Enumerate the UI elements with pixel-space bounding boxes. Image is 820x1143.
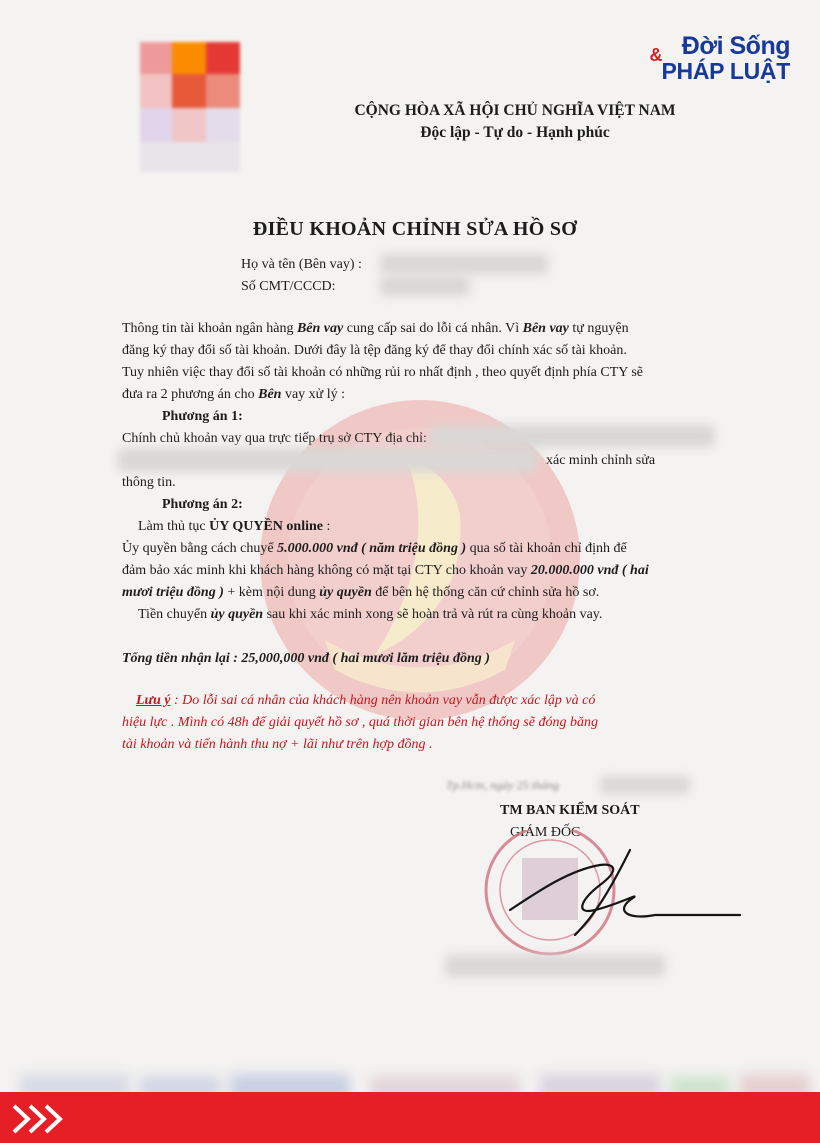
national-header: CỘNG HÒA XÃ HỘI CHỦ NGHĨA VIỆT NAM [354, 102, 676, 119]
brand-line-1: Đời Sống [681, 32, 790, 60]
option-1-line-1: Chính chủ khoản vay qua trực tiếp trụ sở CTY địa chỉ: [122, 431, 427, 446]
option-2-line-1: Làm thủ tục ỦY QUYỀN online : [138, 519, 331, 534]
signing-date: Tp.Hcm, ngày 25 tháng [446, 778, 559, 792]
brand-ampersand: & [649, 45, 663, 65]
option-2-body: Ủy quyền bằng cách chuyể 5.000.000 vnđ ( năm triệu đồng ) qua số tài khoản chỉ định để đảm bảo xác minh khi khách hàng không có mặt tại CTY cho khoản vay 20.000.000 vnđ ( hai mươi triệu đồng ) + kèm nội dung ủy quyền để bên hệ thống căn cứ chỉnh sửa hồ sơ. Tiền chuyển ủy quyền sau khi xác minh xong sẽ hoàn trả và rút ra cùng khoản vay. [122, 541, 649, 622]
redacted-signer-name [445, 955, 665, 977]
chevron-right-icon [10, 1104, 70, 1134]
redacted-date [600, 776, 690, 794]
redacted-id-number [380, 276, 470, 296]
borrower-name-label: Họ và tên (Bên vay) : [241, 257, 362, 272]
option-1-line-2-tail: xác minh chỉnh sửa [546, 453, 656, 468]
brand-line-2: PHÁP LUẬT [661, 58, 790, 84]
company-seal-and-signature [480, 830, 760, 970]
option-1-heading: Phương án 1: [162, 409, 243, 424]
signer-role: GIÁM ĐỐC [510, 825, 581, 840]
redacted-borrower-name [380, 254, 548, 274]
redacted-address-line-2 [118, 448, 538, 472]
redacted-address [430, 425, 715, 447]
warning-note: Lưu ý : Do lỗi sai cá nhân của khách hàng nên khoản vay vẫn được xác lập và có hiệu lực . Mình có 48h để giải quyết hồ sơ , quá thời gian bên hệ thống sẽ đóng băng tài khoản và tiến hành thu nợ + lãi như trên hợp đồng . [122, 693, 598, 752]
signer-organization: TM BAN KIỂM SOÁT [500, 803, 640, 818]
total-received: Tổng tiền nhận lại : 25,000,000 vnđ ( hai mươi lăm triệu đồng ) [122, 651, 490, 666]
brand-logo [649, 32, 791, 84]
id-number-label: Số CMT/CCCD: [241, 279, 336, 294]
option-1-line-3: thông tin. [122, 475, 176, 490]
note-label: Lưu ý [136, 693, 171, 708]
option-2-heading: Phương án 2: [162, 497, 243, 512]
document-title: ĐIỀU KHOẢN CHỈNH SỬA HỒ SƠ [252, 218, 578, 240]
intro-paragraph: Thông tin tài khoản ngân hàng Bên vay cung cấp sai do lỗi cá nhân. Vì Bên vay tự nguyện đăng ký thay đổi số tài khoản. Dưới đây là tệp đăng ký để thay đổi chính xác số tài khoản. Tuy nhiên việc thay đổi số tài khoản có những rủi ro nhất định , theo quyết định phía CTY sẽ đưa ra 2 phương án cho Bên vay xử lý : [122, 321, 643, 402]
national-motto: Độc lập - Tự do - Hạnh phúc [420, 124, 610, 141]
footer-bar [0, 1092, 820, 1143]
